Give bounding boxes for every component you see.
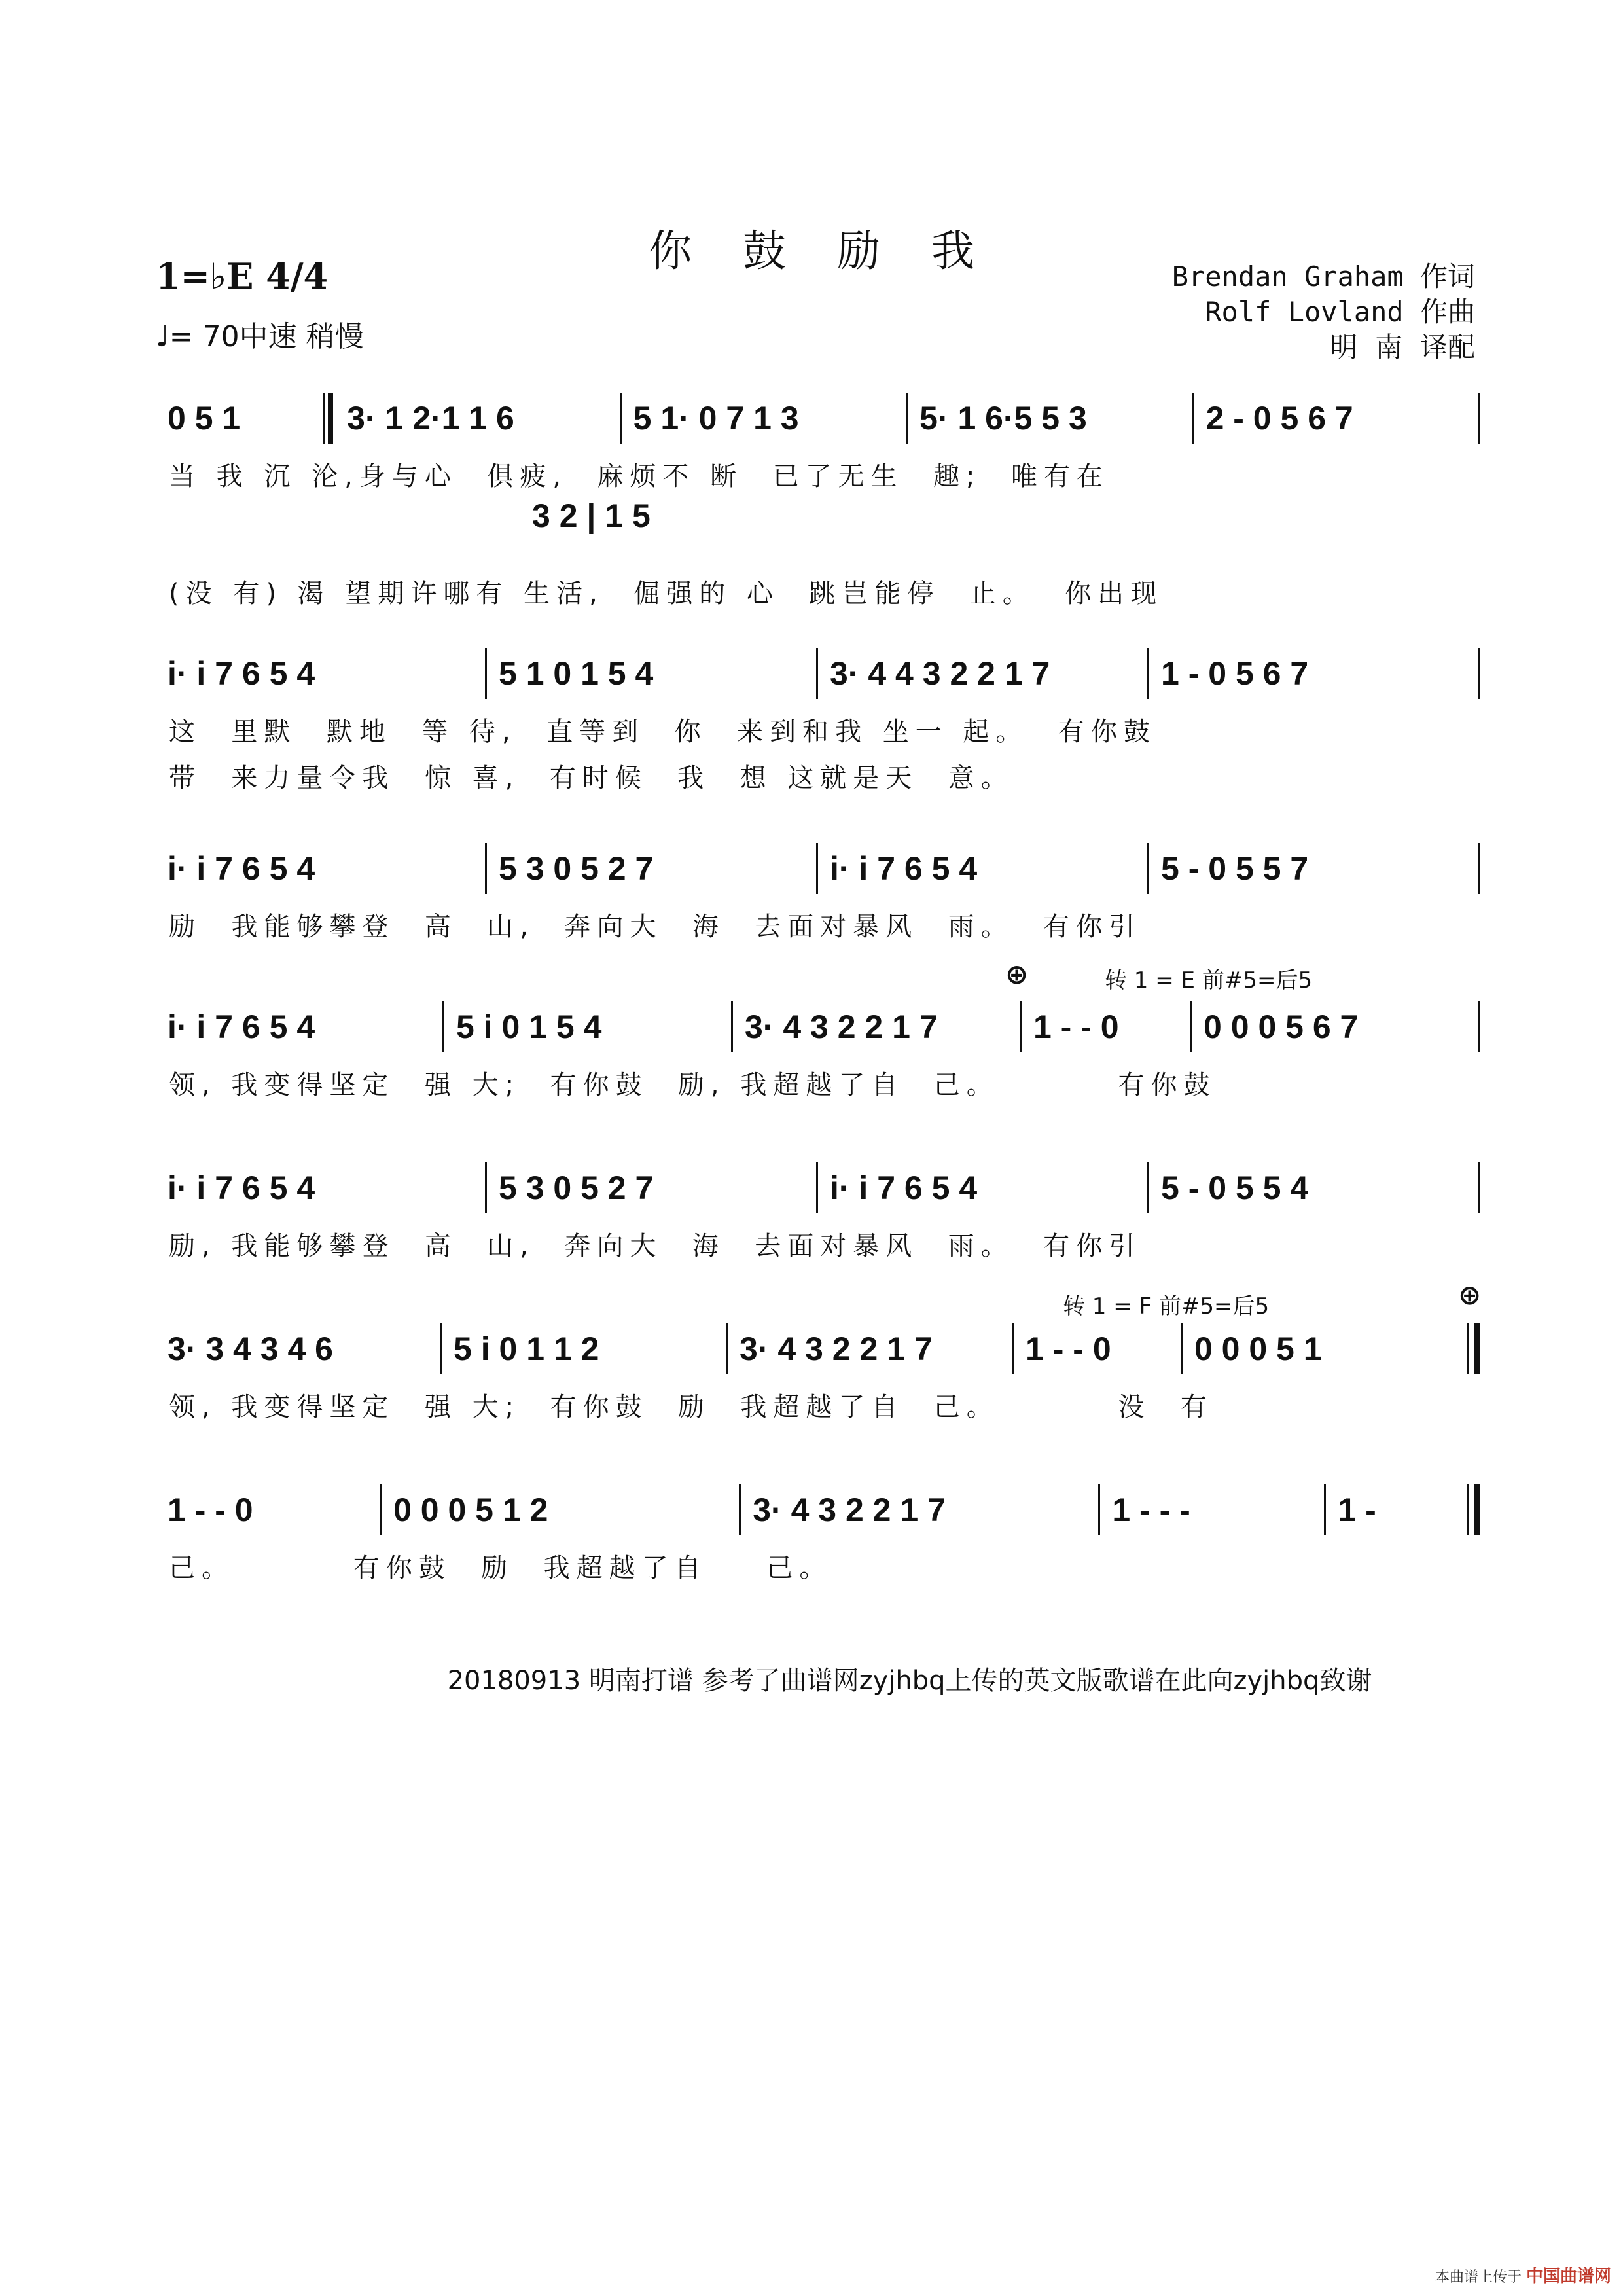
system-2	[156, 648, 1480, 795]
bar: 3· 4 3 2 2 1 7	[740, 1331, 933, 1367]
bar: 1 - - 0	[1026, 1331, 1111, 1367]
bar: 5 3 0 5 2 7	[499, 1170, 654, 1206]
translator-credit: 明 南 译配	[1330, 331, 1475, 363]
lyrics-verse-1: 领, 我变得坚定 强 大; 有你鼓 励, 我超越了自 己。 有你鼓	[169, 1070, 1217, 1100]
bar: 5 1· 0 7 1 3	[633, 400, 799, 437]
bar: 0 0 0 5 6 7	[1204, 1009, 1359, 1045]
bar: i· i 7 6 5 4	[830, 850, 978, 887]
bar: 5 - 0 5 5 4	[1161, 1170, 1309, 1206]
bar: 5· 1 6·5 5 3	[919, 400, 1087, 437]
bar: 3· 4 3 2 2 1 7	[744, 1009, 938, 1045]
bar: 0 5 1	[168, 400, 241, 437]
composer-credit: Rolf Lovland 作曲	[1205, 296, 1475, 328]
bar: 5 3 0 5 2 7	[499, 850, 654, 887]
lyrics-verse-1: 领, 我变得坚定 强 大; 有你鼓 励 我超越了自 己。 没 有	[169, 1392, 1213, 1422]
bar: 1 - - 0	[168, 1492, 253, 1528]
system-5	[156, 1162, 1480, 1263]
bar: 0 0 0 5 1	[1194, 1331, 1322, 1367]
bar: 5 i 0 1 1 2	[454, 1331, 599, 1367]
lyrics-verse-1: 励 我能够攀登 高 山, 奔向大 海 去面对暴风 雨。 有你引	[169, 912, 1142, 942]
barline	[1478, 393, 1480, 444]
modulation-marking: 转 1 = F 前#5=后5	[1063, 1293, 1270, 1319]
coda-symbol: ⊕	[1005, 958, 1029, 990]
system-4	[156, 958, 1480, 1102]
repeat-start-barline	[323, 393, 335, 444]
tempo-marking: ♩= 70中速 稍慢	[156, 320, 364, 353]
bar: i· i 7 6 5 4	[168, 850, 315, 887]
repeat-end-barline	[1467, 1323, 1480, 1374]
site-watermark	[1435, 2263, 1611, 2287]
barline	[1478, 648, 1480, 699]
bar: 1 - - -	[1112, 1492, 1190, 1528]
bar: 3· 4 3 2 2 1 7	[753, 1492, 946, 1528]
watermark-site: 中国曲谱网	[1525, 2267, 1611, 2286]
bar: 5 i 0 1 5 4	[455, 1009, 602, 1045]
alternate-notes: 3 2 | 1 5	[532, 497, 651, 534]
bar: 1 - - 0	[1033, 1009, 1119, 1045]
bar: 2 - 0 5 6 7	[1205, 400, 1353, 437]
system-7	[156, 1484, 1480, 1585]
bar: i· i 7 6 5 4	[168, 1170, 315, 1206]
song-title: 你鼓励我	[649, 226, 1026, 276]
lyrics-verse-1: 己。 有你鼓 励 我超越了自 己。	[169, 1553, 832, 1583]
bar: 3· 3 4 3 4 6	[168, 1331, 333, 1367]
lyrics-verse-1: 这 里默 默地 等 待, 直等到 你 来到和我 坐一 起。 有你鼓	[169, 717, 1156, 747]
watermark-prefix: 本曲谱上传于	[1435, 2269, 1522, 2286]
system-1	[156, 393, 1480, 610]
bar: 1 - 0 5 6 7	[1161, 655, 1309, 692]
key-signature: 1=♭E 4/4	[156, 255, 329, 297]
final-barline	[1467, 1484, 1480, 1535]
system-3	[156, 843, 1480, 943]
modulation-marking: 转 1 = E 前#5=后5	[1105, 967, 1313, 994]
barline	[1478, 1162, 1480, 1213]
barline	[1478, 843, 1480, 894]
lyrics-verse-1: 当 我 沉 沦,身与心 俱疲, 麻烦不 断 已了无生 趣; 唯有在	[169, 461, 1109, 492]
bar: 5 1 0 1 5 4	[499, 655, 654, 692]
system-6	[156, 1279, 1482, 1424]
lyricist-credit: Brendan Graham 作词	[1171, 260, 1475, 293]
coda-symbol: ⊕	[1458, 1279, 1482, 1311]
bar: i· i 7 6 5 4	[830, 1170, 978, 1206]
bar: 0 0 0 5 1 2	[393, 1492, 548, 1528]
lyrics-verse-2: (没 有) 渴 望期许哪有 生活, 倔强的 心 跳岂能停 止。 你出现	[169, 579, 1164, 609]
bar: i· i 7 6 5 4	[168, 1009, 315, 1045]
bar: i· i 7 6 5 4	[168, 655, 315, 692]
lyrics-verse-2: 带 来力量令我 惊 喜, 有时候 我 想 这就是天 意。	[169, 763, 1014, 793]
barline	[1478, 1001, 1480, 1052]
bar: 3· 4 4 3 2 2 1 7	[830, 655, 1050, 692]
bar: 3· 1 2·1 1 6	[347, 400, 514, 437]
transcription-note: 20180913 明南打谱 参考了曲谱网zyjhbq上传的英文版歌谱在此向zyjhbq致谢	[447, 1666, 1372, 1696]
lyrics-verse-1: 励, 我能够攀登 高 山, 奔向大 海 去面对暴风 雨。 有你引	[169, 1231, 1142, 1261]
bar: 5 - 0 5 5 7	[1161, 850, 1309, 887]
bar: 1 -	[1338, 1492, 1376, 1528]
